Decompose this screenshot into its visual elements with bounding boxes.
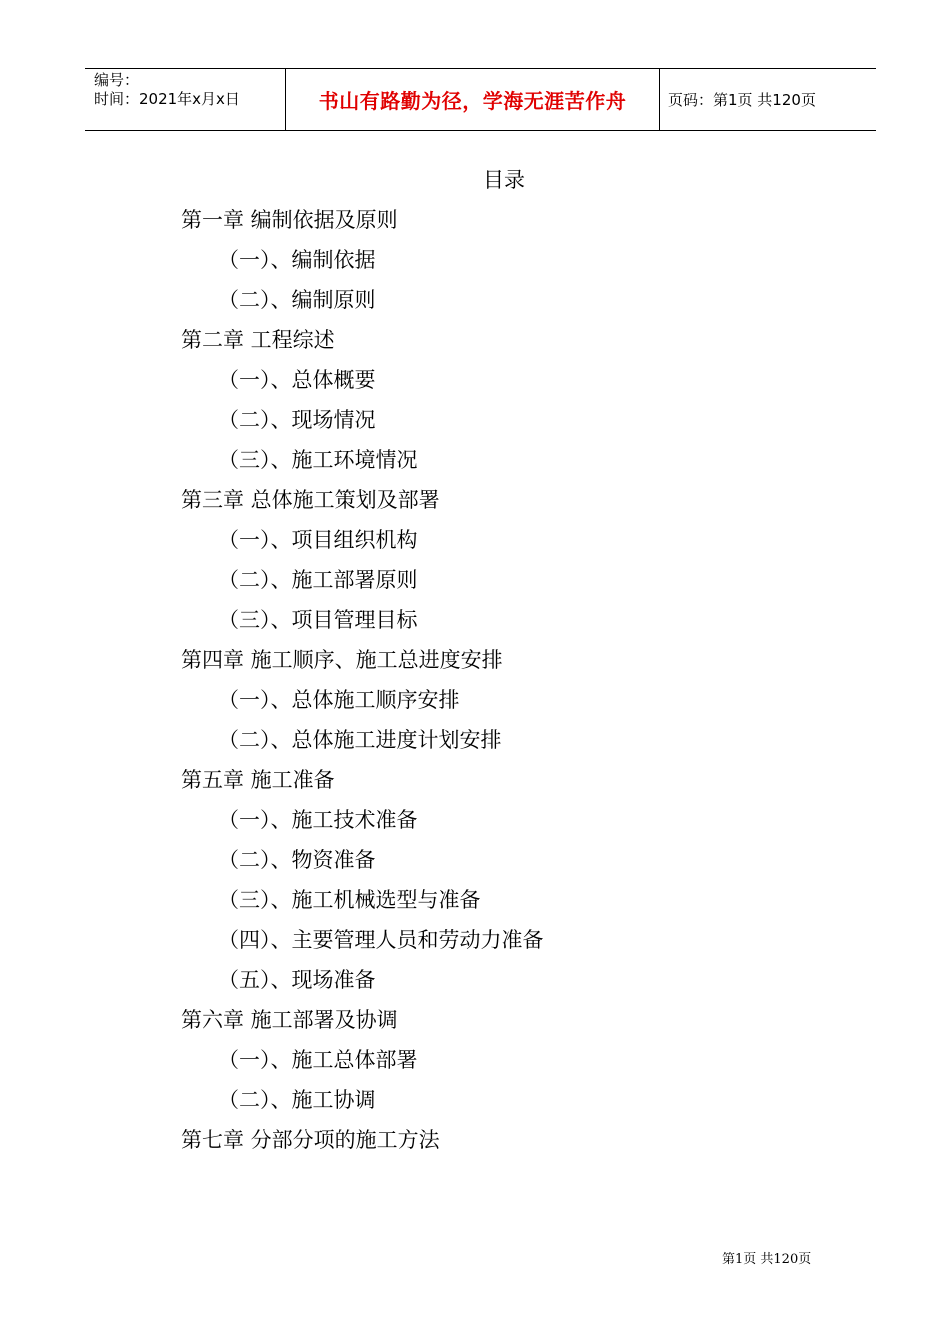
toc-section: （二）、编制原则 [218, 288, 376, 312]
header-meta [85, 69, 286, 130]
toc-section: （一）、总体施工顺序安排 [218, 688, 460, 712]
header-motto: 书山有路勤为径，学海无涯苦作舟 [286, 69, 660, 130]
toc-chapter: 第六章 施工部署及协调 [181, 1008, 398, 1032]
toc-chapter: 第二章 工程综述 [181, 328, 335, 352]
toc-section: （三）、施工环境情况 [218, 448, 418, 472]
header-page-info: 页码：第1页 共120页 [668, 91, 816, 109]
toc-section: （一）、总体概要 [218, 368, 376, 392]
toc-section: （三）、施工机械选型与准备 [218, 888, 481, 912]
toc-section: （二）、物资准备 [218, 848, 376, 872]
page-footer: 第1页 共120页 [722, 1252, 812, 1267]
toc-list [0, 200, 544, 1160]
toc-section: （二）、总体施工进度计划安排 [218, 728, 502, 752]
toc-section: （三）、项目管理目标 [218, 608, 418, 632]
toc-chapter: 第七章 分部分项的施工方法 [181, 1128, 440, 1152]
toc-title: 目录 [483, 168, 525, 192]
toc-chapter: 第一章 编制依据及原则 [181, 208, 398, 232]
toc-section: （二）、现场情况 [218, 408, 376, 432]
toc-section: （二）、施工部署原则 [218, 568, 418, 592]
toc-chapter: 第四章 施工顺序、施工总进度安排 [181, 648, 503, 672]
toc-section: （一）、编制依据 [218, 248, 376, 272]
toc-section: （四）、主要管理人员和劳动力准备 [218, 928, 544, 952]
number-label: 编号： [94, 71, 140, 89]
toc-section: （一）、施工技术准备 [218, 808, 418, 832]
time-label: 时间：2021年x月x日 [94, 90, 240, 108]
page-header [85, 68, 876, 131]
toc-section: （一）、施工总体部署 [218, 1048, 418, 1072]
toc-section: （一）、项目组织机构 [218, 528, 418, 552]
toc-chapter: 第五章 施工准备 [181, 768, 335, 792]
toc-section: （二）、施工协调 [218, 1088, 376, 1112]
toc-chapter: 第三章 总体施工策划及部署 [181, 488, 440, 512]
toc-section: （五）、现场准备 [218, 968, 376, 992]
